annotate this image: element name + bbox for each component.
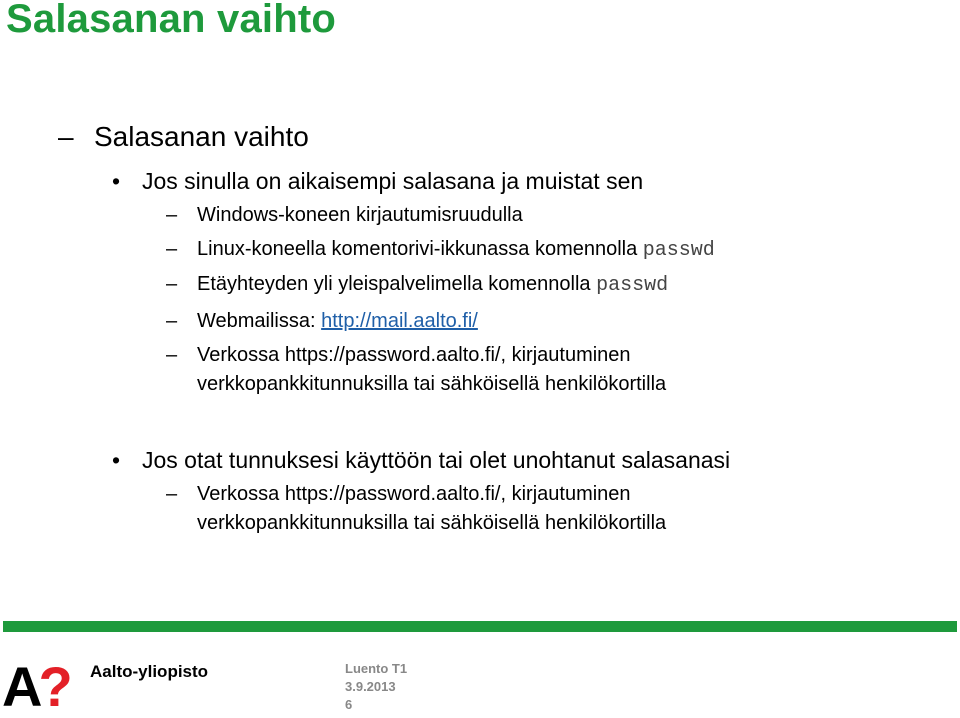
item-6-dash: – xyxy=(166,483,178,505)
item-5-line-1: Verkossa https://password.aalto.fi/, kirjautuminen xyxy=(197,344,631,366)
logo-mark: ? xyxy=(38,655,69,718)
page-number: 6 xyxy=(345,697,353,712)
item-2-text: Linux-koneella komentorivi-ikkunassa komennolla xyxy=(197,238,643,260)
webmail-link[interactable]: http://mail.aalto.fi/ xyxy=(321,310,478,332)
item-6-line-1: Verkossa https://password.aalto.fi/, kirjautuminen xyxy=(197,483,631,505)
item-3-dash: – xyxy=(166,273,178,295)
aalto-logo xyxy=(2,655,69,718)
item-3-text: Etäyhteyden yli yleispalvelimella komennolla xyxy=(197,273,597,295)
course-label: Luento T1 xyxy=(345,661,408,676)
bullet-2-marker: • xyxy=(112,447,121,473)
passwd-command: passwd xyxy=(642,239,715,262)
slide-title: Salasanan vaihto xyxy=(6,0,336,41)
item-4-line xyxy=(197,310,478,333)
slide-date: 3.9.2013 xyxy=(345,679,396,694)
item-6-line-2: verkkopankkitunnuksilla tai sähköisellä henkilökortilla xyxy=(197,512,667,534)
item-3-line xyxy=(197,273,668,297)
university-wordmark: Aalto-yliopisto xyxy=(90,662,209,681)
item-4-dash: – xyxy=(166,310,178,332)
item-2-dash: – xyxy=(166,238,178,260)
bullet-1-marker: • xyxy=(112,168,121,194)
passwd-command: passwd xyxy=(596,274,669,297)
heading-dash: – xyxy=(58,121,74,152)
item-1-text: Windows-koneen kirjautumisruudulla xyxy=(197,204,523,226)
logo-letter: A xyxy=(2,655,39,718)
item-4-text: Webmailissa: xyxy=(197,310,322,332)
item-1-dash: – xyxy=(166,204,178,226)
item-2-line xyxy=(197,238,715,262)
footer-meta xyxy=(345,660,407,714)
bullet-2-text: Jos otat tunnuksesi käyttöön tai olet unohtanut salasanasi xyxy=(142,447,731,473)
item-5-line-2: verkkopankkitunnuksilla tai sähköisellä henkilökortilla xyxy=(197,373,667,395)
bullet-1-text: Jos sinulla on aikaisempi salasana ja muistat sen xyxy=(142,168,644,194)
item-5-dash: – xyxy=(166,344,178,366)
footer-rule xyxy=(3,621,957,632)
heading-text: Salasanan vaihto xyxy=(94,121,309,152)
